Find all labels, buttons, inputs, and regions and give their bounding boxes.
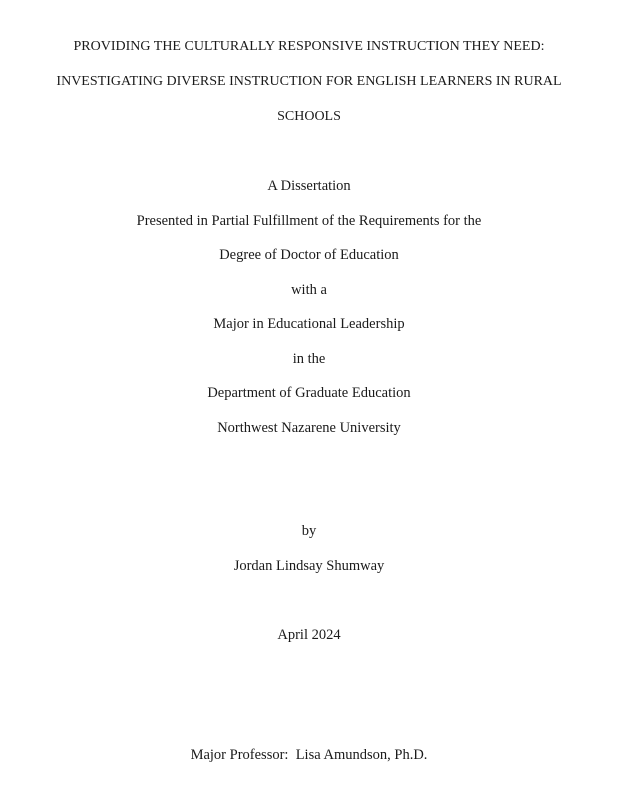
submission-date: April 2024 [277, 627, 341, 643]
major-name: Major in Educational Leadership [213, 316, 405, 332]
degree-name: Degree of Doctor of Education [219, 247, 399, 263]
major-professor [0, 746, 618, 764]
university-name: Northwest Nazarene University [217, 420, 401, 436]
purpose-statement: Presented in Partial Fulfillment of the Requirements for the [136, 213, 482, 229]
in-the-text: in the [292, 351, 326, 367]
author-name: Jordan Lindsay Shumway [233, 558, 385, 574]
by-text: by [301, 523, 317, 539]
with-a-text: with a [291, 282, 327, 298]
title-line-3: SCHOOLS [277, 109, 341, 124]
document-type: A Dissertation [267, 178, 351, 194]
department-name: Department of Graduate Education [207, 385, 411, 401]
title-line-2: INVESTIGATING DIVERSE INSTRUCTION FOR ENGLISH LEARNERS IN RURAL [56, 74, 562, 89]
title-line-1: PROVIDING THE CULTURALLY RESPONSIVE INSTRUCTION THEY NEED: [73, 39, 545, 54]
major-professor-name: Lisa Amundson, Ph.D. [295, 747, 428, 763]
major-professor-label: Major Professor: [190, 747, 289, 763]
